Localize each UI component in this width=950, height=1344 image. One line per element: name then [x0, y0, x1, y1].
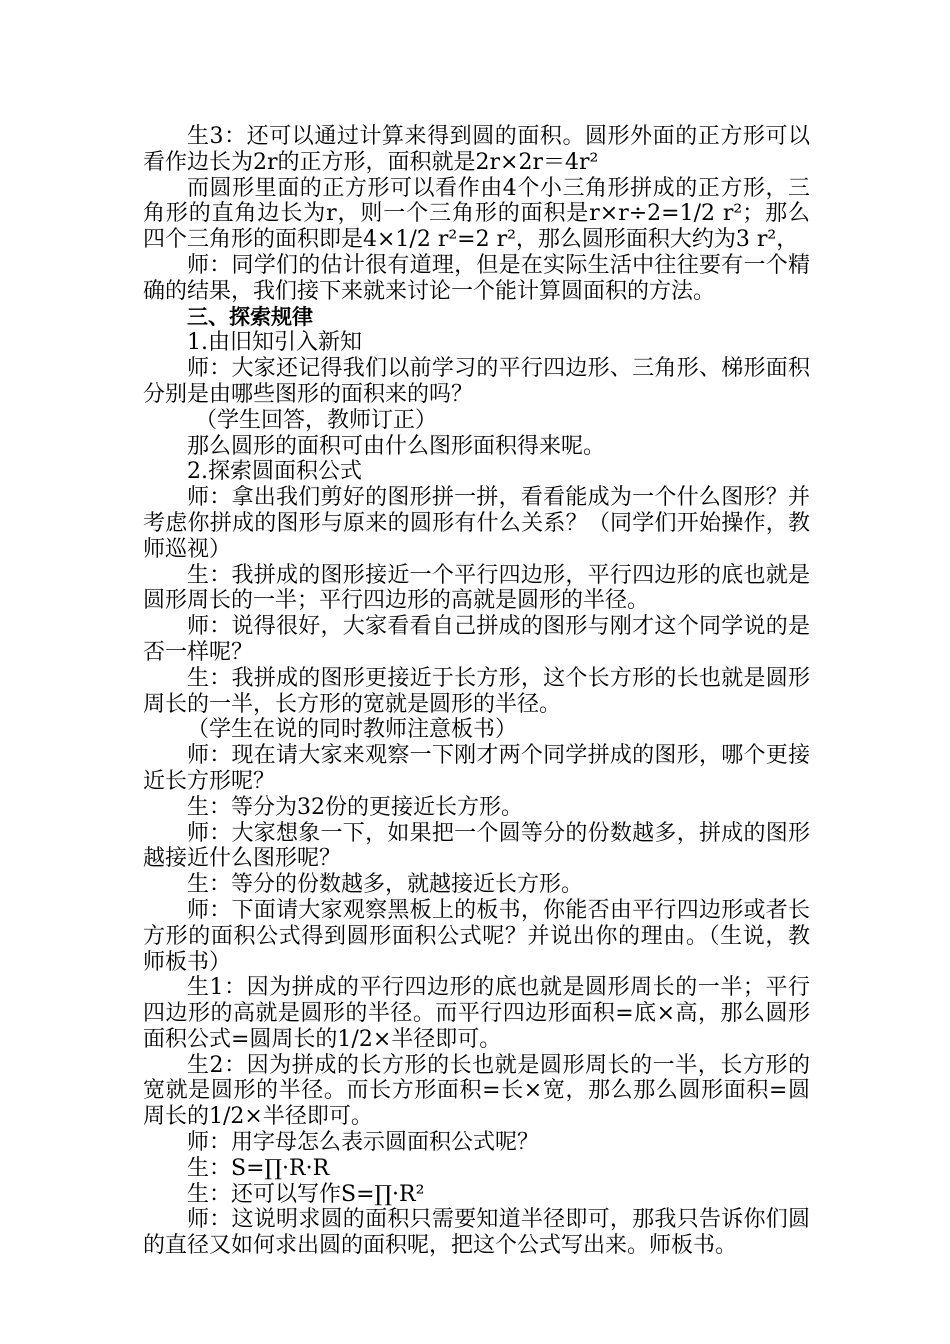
paragraph-teacher-observe: 师：现在请大家来观察一下刚才两个同学拼成的图形，哪个更接近长方形呢？ [143, 743, 810, 794]
subheading-2: 2.探索圆面积公式 [187, 459, 362, 485]
paragraph-teacher-estimate: 师：同学们的估计很有道理，但是在实际生活中往往要有一个精确的结果，我们接下来就来讨论一个能计算圆面积的方法。 [143, 252, 810, 304]
paragraph-board-note: （学生在说的同时教师注意板书） [187, 717, 518, 743]
paragraph-student-parallelogram: 生：我拼成的图形接近一个平行四边形，平行四边形的底也就是圆形周长的一半；平行四边形的高就是圆形的半径。 [143, 562, 810, 614]
document-body [143, 124, 810, 1259]
paragraph-student1-reason: 生1：因为拼成的平行四边形的底也就是圆形周长的一半；平行四边形的高就是圆形的半径。而平行四边形面积=底×高，那么圆形面积公式=圆周长的1/2×半径即可。 [143, 975, 810, 1052]
paragraph-student3-calc: 生3：还可以通过计算来得到圆的面积。圆形外面的正方形可以看作边长为2r的正方形，面积就是2r×2r＝4r² [143, 124, 810, 175]
paragraph-student2-reason: 生2：因为拼成的长方形的长也就是圆形周长的一半，长方形的宽就是圆形的半径。而长方形面积=长×宽，那么那么圆形面积=圆周长的1/2×半径即可。 [143, 1052, 810, 1130]
paragraph-formula-2: 生：还可以写作S=∏·R² [187, 1181, 425, 1207]
paragraph-student-rectangle: 生：我拼成的图形更接近于长方形，这个长方形的长也就是圆形周长的一半，长方形的宽就是圆形的半径。 [143, 665, 810, 717]
paragraph-question: 那么圆形的面积可由什么图形面积得来呢。 [187, 433, 606, 459]
paragraph-student-32: 生：等分为32份的更接近长方形。 [187, 794, 523, 820]
paragraph-formula-1: 生：S=∏·R·R [187, 1155, 330, 1181]
section-heading: 三、探索规律 [187, 304, 313, 329]
paragraph-student-more: 生：等分的份数越多，就越接近长方形。 [187, 872, 584, 898]
paragraph-teacher-formula: 师：下面请大家观察黑板上的板书，你能否由平行四边形或者长方形的面积公式得到圆形面积公式呢？并说出你的理由。（生说，教师板书） [143, 897, 810, 975]
subheading-1: 1.由旧知引入新知 [187, 330, 362, 356]
paragraph-teacher-review: 师：大家还记得我们以前学习的平行四边形、三角形、梯形面积分别是由哪些图形的面积来的吗？ [143, 356, 810, 407]
paragraph-teacher-imagine: 师：大家想象一下，如果把一个圆等分的份数越多，拼成的图形越接近什么图形呢？ [143, 820, 810, 872]
paragraph-inner-square: 而圆形里面的正方形可以看作由4个小三角形拼成的正方形，三角形的直角边长为r，则一个三角形的面积是r×r÷2=1/2 r²；那么四个三角形的面积即是4×1/2 r²=2 r²，那么圆形面积大约为3 r²， [143, 175, 810, 253]
paragraph-teacher-letters: 师：用字母怎么表示圆面积公式呢？ [187, 1130, 540, 1156]
paragraph-teacher-diameter: 师：这说明求圆的面积只需要知道半径即可，那我只告诉你们圆的直径又如何求出圆的面积呢，把这个公式写出来。师板书。 [143, 1207, 810, 1259]
paragraph-student-answer: （学生回答，教师订正） [195, 407, 438, 433]
paragraph-teacher-praise: 师：说得很好，大家看看自己拼成的图形与刚才这个同学说的是否一样呢？ [143, 614, 810, 665]
paragraph-teacher-assemble: 师：拿出我们剪好的图形拼一拼，看看能成为一个什么图形？并考虑你拼成的图形与原来的圆形有什么关系？（同学们开始操作，教师巡视） [143, 485, 810, 562]
